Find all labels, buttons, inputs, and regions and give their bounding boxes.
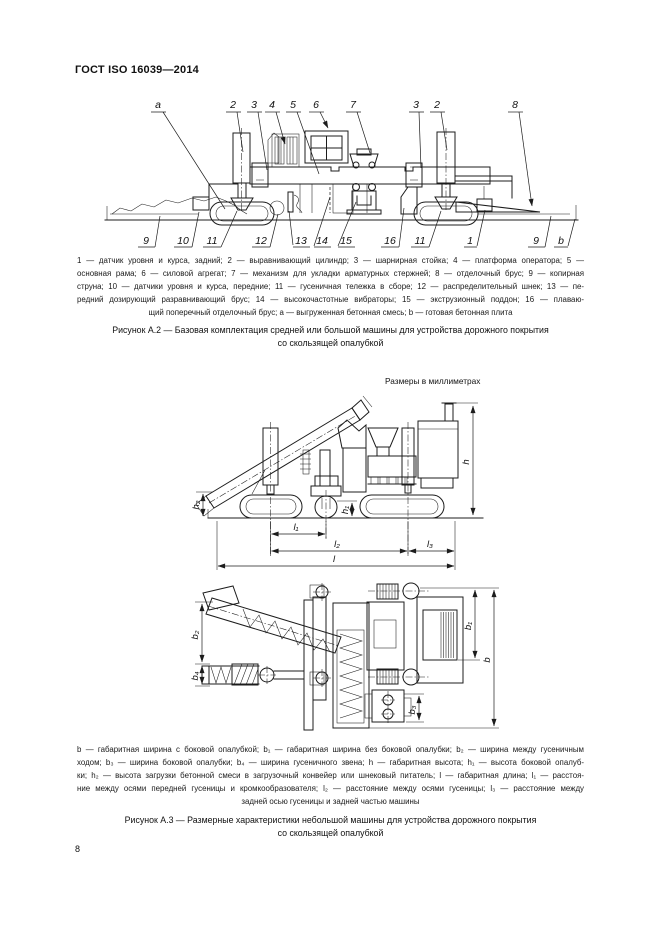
callout-3b: 3 [413, 99, 419, 111]
figure-a2-drawing [95, 93, 585, 255]
callout-11b: 11 [414, 235, 426, 247]
callout-1: 1 [467, 235, 473, 247]
callout-6: 6 [313, 99, 319, 111]
callout-12: 12 [255, 235, 267, 247]
figure-a3-top-view [168, 577, 505, 737]
legend-line: основная рама; 6 — силовой агрегат; 7 — механизм для укладки арматурных стержней; 8 — отделочный брус; 9 — копирная [77, 269, 584, 278]
callout-9: 9 [143, 235, 149, 247]
dim-b2: b₂ [190, 630, 201, 640]
callout-b: b [558, 235, 564, 247]
page-number: 8 [75, 844, 81, 854]
callout-13: 13 [295, 235, 307, 247]
dim-h2: h₂ [191, 500, 202, 510]
legend-line: щий поперечный отделочный брус; a — выгруженная бетонная смесь; b — готовая бетонная плита [148, 308, 513, 317]
figure-a3-caption-line2: со скользящей опалубкой [277, 828, 384, 838]
figure-a2-caption [75, 324, 586, 350]
legend-line: ки; h₂ — высота загрузки бетонной смеси в загрузочный конвейер или шнековый питатель; l — габаритная длина; l₁ — расстоя- [77, 771, 584, 780]
dim-l3: l₃ [427, 539, 433, 550]
callout-8: 8 [512, 99, 518, 111]
side-view-outline [196, 396, 483, 556]
page-header: ГОСТ ISO 16039—2014 [75, 64, 199, 76]
figure-a3-side-view [180, 395, 495, 575]
callout-2: 2 [230, 99, 236, 111]
callout-2b: 2 [434, 99, 440, 111]
callout-16: 16 [384, 235, 396, 247]
dim-b3: b₃ [407, 705, 418, 715]
legend-line: струна; 10 — датчики уровня и курса, передние; 11 — гусеничная тележка в сборе; 12 — распределительный шнек; 13 — пе- [77, 282, 584, 291]
figure-a2-caption-line1: Рисунок А.2 — Базовая комплектация средней или большой машины для устройства дорожного покрытия [112, 325, 549, 335]
figure-a2-legend [77, 254, 584, 319]
legend-line: ходом; b₃ — ширина боковой опалубки; b₄ — ширина гусеничного звена; h — габаритная высота; h₁ — высота боковой опалуб- [77, 758, 584, 767]
dim-b4: b₄ [190, 671, 201, 681]
machine-outline [105, 128, 578, 225]
top-view-dimensions [190, 588, 499, 728]
dim-b1: b₁ [463, 621, 474, 631]
figure-a3-caption-line1: Рисунок А.3 — Размерные характеристики небольшой машины для устройства дорожного покрытия [124, 815, 537, 825]
callout-11: 11 [206, 235, 218, 247]
dim-h: h [461, 459, 472, 465]
figure-a3-legend [77, 743, 584, 808]
callout-4: 4 [269, 99, 275, 111]
top-view-outline [202, 583, 463, 730]
dim-l: l [332, 554, 336, 565]
dim-l2: l₂ [334, 539, 340, 550]
dimensions-note: Размеры в миллиметрах [385, 376, 481, 386]
legend-line: задней осью гусеницы и задней частью машины [241, 797, 420, 806]
legend-line: 1 — датчик уровня и курса, задний; 2 — выравнивающий цилиндр; 3 — шарнирная стойка; 4 — платформа оператора; 5 — [77, 256, 584, 265]
callout-7: 7 [350, 99, 356, 111]
callout-5: 5 [290, 99, 296, 111]
figure-a3-caption [75, 814, 586, 840]
legend-line: редний дозирующий разравнивающий брус; 14 — высокочастотные вибраторы; 15 — экструзионный поддон; 16 — плаваю- [77, 295, 584, 304]
dim-b: b [482, 657, 493, 663]
legend-line: b — габаритная ширина с боковой опалубкой; b₁ — габаритная ширина без боковой опалубки; b₂ — ширина между гусеничным [77, 745, 584, 754]
callout-3: 3 [251, 99, 257, 111]
callout-15: 15 [340, 235, 352, 247]
legend-line: ние между осями передней гусеницы и кромкообразователя; l₂ — расстояние между осями гусеницы; l₃ — расстояние между [77, 784, 584, 793]
callout-14: 14 [316, 235, 328, 247]
dim-l1: l₁ [293, 522, 299, 533]
callout-10: 10 [177, 235, 189, 247]
callout-a: a [155, 99, 161, 111]
figure-a2-caption-line2: со скользящей опалубкой [277, 338, 384, 348]
figure-a2-callouts [138, 99, 575, 247]
dim-h1: h₁ [340, 505, 351, 515]
callout-9b: 9 [533, 235, 539, 247]
